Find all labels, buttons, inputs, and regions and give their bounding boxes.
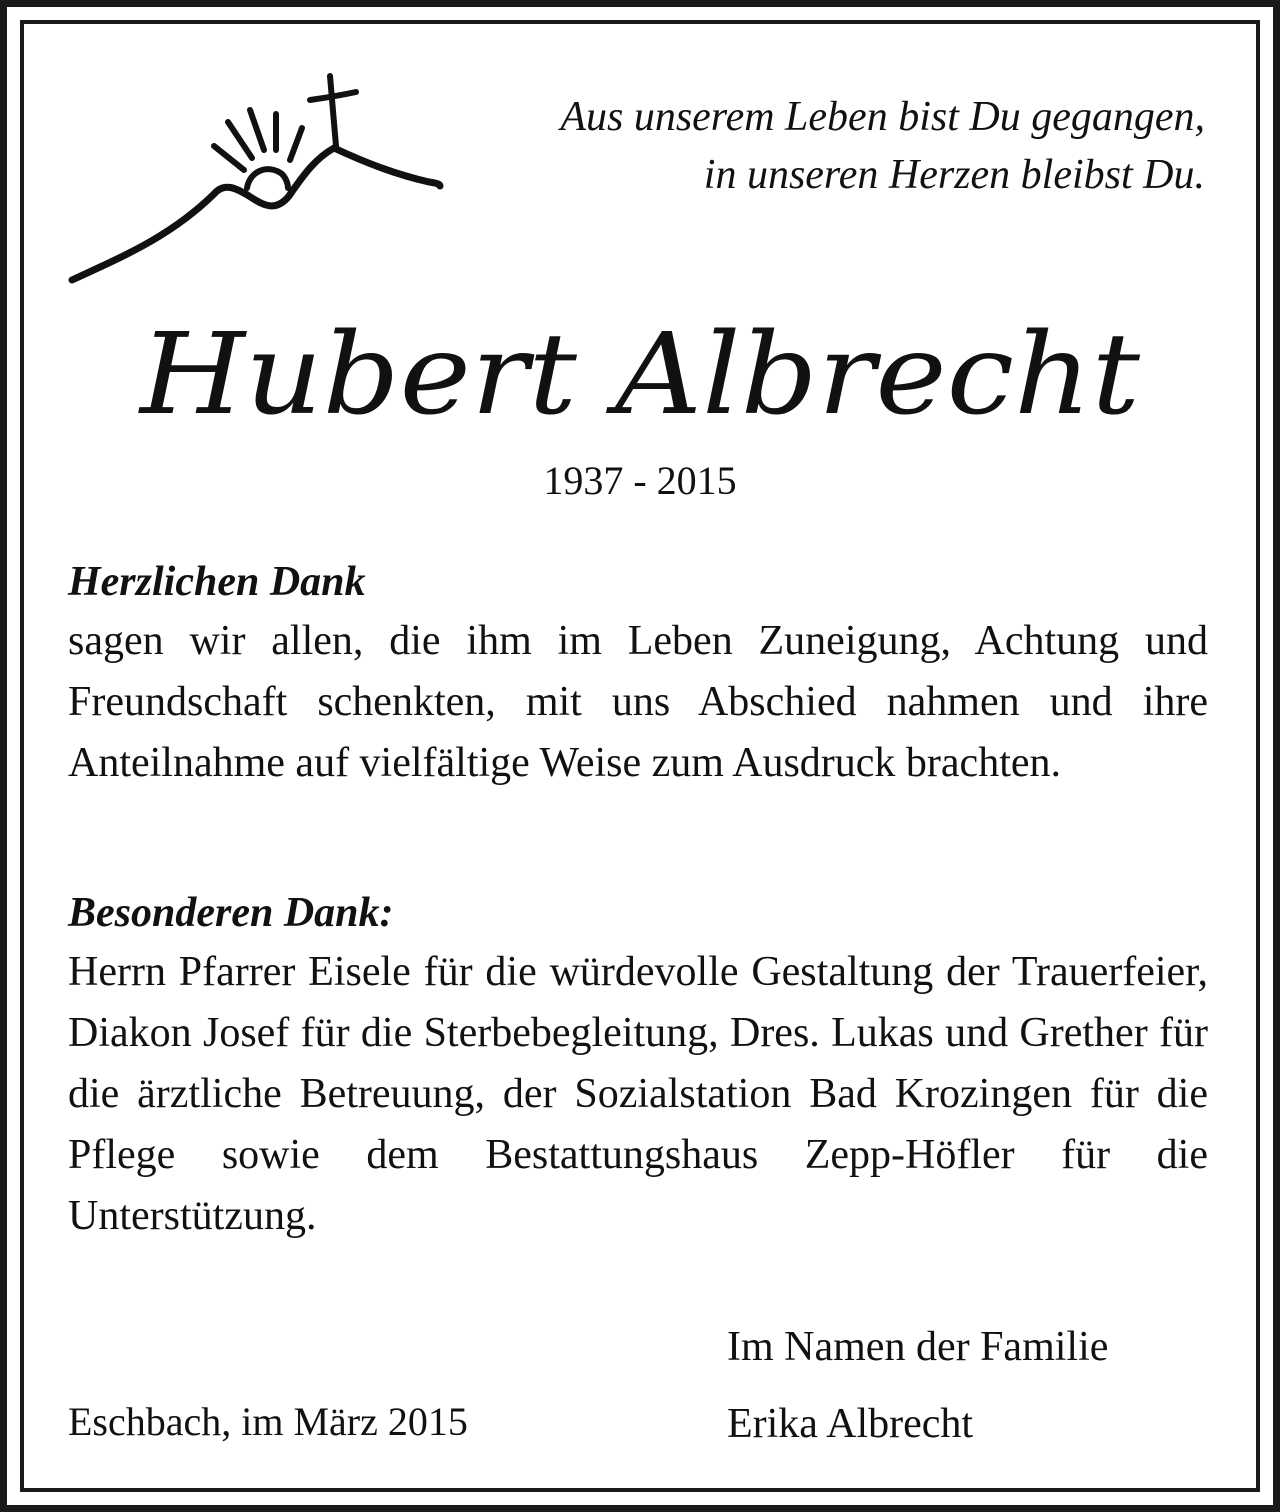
motto-line-2: in unseren Herzen bleibst Du.: [703, 152, 1205, 198]
signature-line-1: Im Namen der Familie: [727, 1324, 1109, 1370]
mountain-sun-cross-icon: [64, 66, 454, 291]
deceased-name-text: Hubert Albrecht: [137, 310, 1142, 440]
deceased-name: [100, 285, 1180, 470]
signature-name: Erika Albrecht: [727, 1401, 974, 1447]
life-dates: 1937 - 2015: [543, 458, 737, 503]
thanks-heading: Herzlichen Dank: [68, 559, 366, 605]
place-date: Eschbach, im März 2015: [68, 1399, 468, 1444]
thanks-text: sagen wir allen, die ihm im Leben Zuneigung, Achtung und Freundschaft schenkten, mit uns Abschied nahmen und ihre Anteilnahme auf vielfältige Weise zum Ausdruck brachten.: [68, 618, 1208, 786]
motto: [400, 88, 1205, 204]
motto-line-1: Aus unserem Leben bist Du gegangen,: [560, 94, 1205, 140]
special-thanks-text: Herrn Pfarrer Eisele für die würdevolle Gestaltung der Trauerfeier, Diakon Josef für die Sterbebegleitung, Dres. Lukas und Grether für die ärztliche Betreuung, der Sozialstation Bad Krozingen für die Pflege sowie dem Bestattungshaus Zepp-Höfler für die Unterstützung.: [68, 949, 1208, 1239]
special-thanks-heading: Besonderen Dank:: [68, 890, 394, 936]
